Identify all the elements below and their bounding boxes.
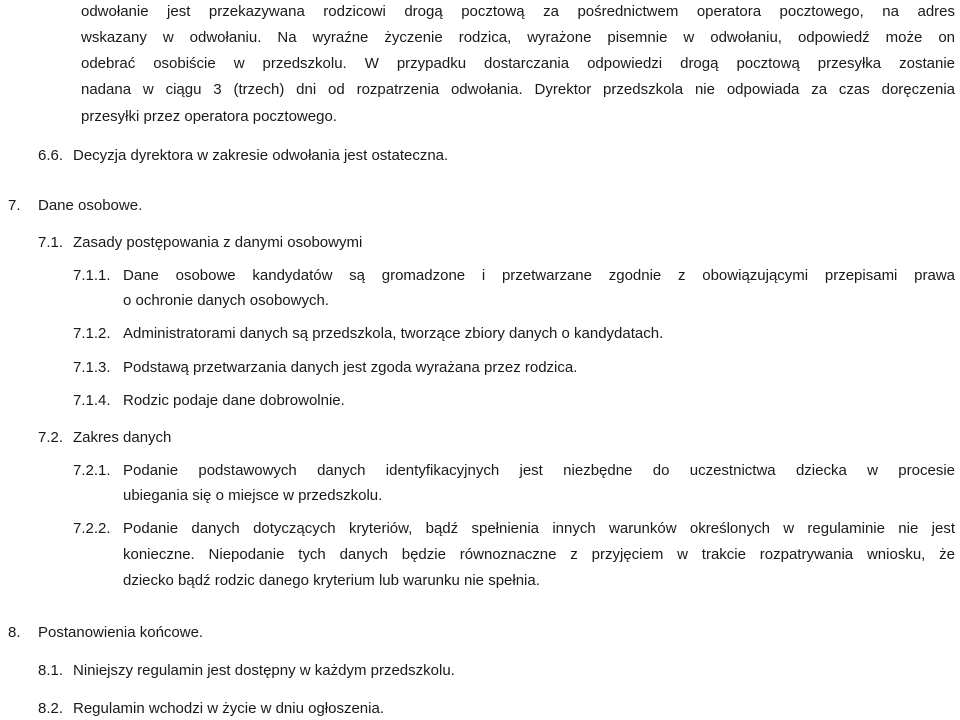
subsection-number: 7.2.2. bbox=[73, 520, 111, 537]
subsection-number: 7.1.1. bbox=[73, 267, 111, 284]
section-text: Regulamin wchodzi w życie w dniu ogłoszenia. bbox=[73, 700, 384, 717]
subsection-text: Administratorami danych są przedszkola, tworzące zbiory danych o kandydatach. bbox=[123, 325, 664, 342]
paragraph-line: odwołanie jest przekazywana rodzicowi drogą pocztową za pośrednictwem operatora pocztowego, na adres bbox=[81, 3, 955, 20]
subsection-number: 7.1.3. bbox=[73, 359, 111, 376]
subsection-line: o ochronie danych osobowych. bbox=[123, 292, 329, 309]
subsection-text: Podstawą przetwarzania danych jest zgoda wyrażana przez rodzica. bbox=[123, 359, 578, 376]
section-text: Niniejszy regulamin jest dostępny w każdym przedszkolu. bbox=[73, 662, 455, 679]
section-title: Zasady postępowania z danymi osobowymi bbox=[73, 234, 363, 251]
subsection-line: dziecko bądź rodzic danego kryterium lub warunku nie spełnia. bbox=[123, 572, 540, 589]
subsection-number: 7.2.1. bbox=[73, 462, 111, 479]
paragraph-line: odebrać osobiście w przedszkolu. W przypadku dostarczania odpowiedzi drogą pocztową przesyłka zostanie bbox=[81, 55, 955, 72]
section-title: Zakres danych bbox=[73, 429, 172, 446]
section-number: 7.1. bbox=[38, 234, 64, 251]
section-text: Decyzja dyrektora w zakresie odwołania jest ostateczna. bbox=[73, 147, 449, 164]
chapter-number: 7. bbox=[8, 197, 21, 214]
section-number: 8.2. bbox=[38, 700, 64, 717]
chapter-title: Postanowienia końcowe. bbox=[38, 624, 204, 641]
subsection-line: Podanie danych dotyczących kryteriów, bądź spełnienia innych warunków określonych w regulaminie nie jest bbox=[123, 520, 955, 537]
subsection-number: 7.1.2. bbox=[73, 325, 111, 342]
section-number: 8.1. bbox=[38, 662, 64, 679]
chapter-number: 8. bbox=[8, 624, 21, 641]
subsection-line: Podanie podstawowych danych identyfikacyjnych jest niezbędne do uczestnictwa dziecka w procesie bbox=[123, 462, 955, 479]
paragraph-line: nadana w ciągu 3 (trzech) dni od rozpatrzenia odwołania. Dyrektor przedszkola nie odpowiada za czas doręczenia bbox=[81, 81, 955, 98]
subsection-line: Dane osobowe kandydatów są gromadzone i przetwarzane zgodnie z obowiązującymi przepisami prawa bbox=[123, 267, 955, 284]
subsection-number: 7.1.4. bbox=[73, 392, 111, 409]
subsection-line: ubiegania się o miejsce w przedszkolu. bbox=[123, 487, 383, 504]
section-number: 7.2. bbox=[38, 429, 64, 446]
paragraph-line: wskazany w odwołaniu. Na wyraźne życzenie rodzica, wyrażone pisemnie w odwołaniu, odpowiedź może on bbox=[81, 29, 955, 46]
paragraph-line: przesyłki przez operatora pocztowego. bbox=[81, 108, 337, 125]
section-number: 6.6. bbox=[38, 147, 64, 164]
chapter-title: Dane osobowe. bbox=[38, 197, 143, 214]
subsection-text: Rodzic podaje dane dobrowolnie. bbox=[123, 392, 345, 409]
subsection-line: konieczne. Niepodanie tych danych będzie równoznaczne z przyjęciem w trakcie rozpatrywania wniosku, że bbox=[123, 546, 955, 563]
